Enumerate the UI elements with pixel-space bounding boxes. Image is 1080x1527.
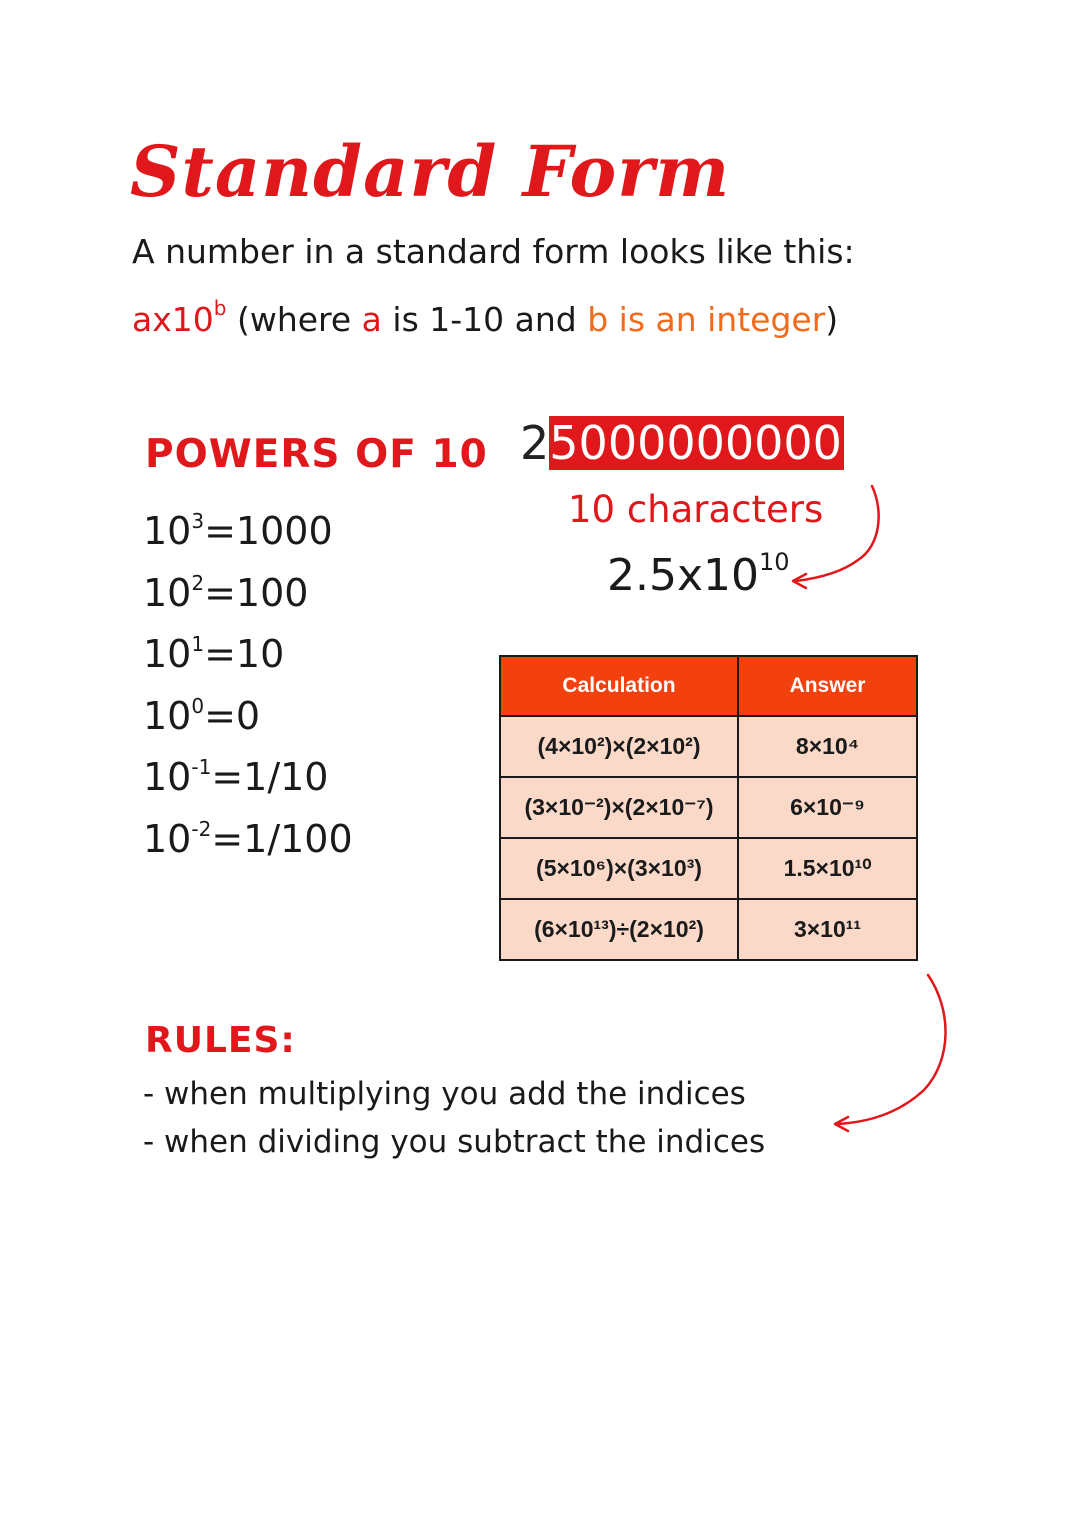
calc-cell: (3×10⁻²)×(2×10⁻⁷) (500, 777, 738, 838)
table-header-row (500, 656, 917, 716)
power-value: =1/100 (211, 816, 353, 861)
power-value: =1000 (204, 509, 333, 553)
power-value: =100 (204, 570, 309, 615)
calculation-table (499, 655, 918, 961)
rules-heading: RULES: (145, 1020, 296, 1061)
power-base: 10 (143, 632, 192, 676)
result-exponent: 10 (759, 548, 790, 576)
calc-cell: (5×10⁶)×(3×10³) (500, 838, 738, 899)
header-calculation: Calculation (500, 656, 738, 716)
answer-cell: 8×10⁴ (738, 716, 917, 777)
rule-item: - when multiplying you add the indices (143, 1076, 746, 1112)
power-exp: 0 (191, 693, 205, 718)
power-exp: 1 (191, 632, 205, 656)
power-item (143, 804, 353, 866)
power-value: =1/10 (211, 755, 329, 799)
table-row (500, 838, 917, 899)
formula-a: a (361, 300, 382, 339)
power-exp: -1 (191, 755, 212, 779)
power-item (143, 558, 353, 620)
answer-cell: 1.5×10¹⁰ (738, 838, 917, 899)
power-base: 10 (143, 816, 192, 861)
power-base: 10 (143, 509, 192, 553)
example-first-digit: 2 (520, 416, 550, 470)
power-base: 10 (143, 570, 192, 615)
header-answer: Answer (738, 656, 917, 716)
rules-arrow-icon (835, 975, 946, 1131)
standard-form-formula (132, 296, 838, 339)
formula-close: ) (825, 300, 839, 339)
power-value: =10 (204, 632, 285, 676)
power-item (143, 742, 353, 804)
power-base: 10 (143, 755, 192, 799)
power-item (143, 619, 353, 681)
rule-item: - when dividing you subtract the indices (143, 1124, 766, 1160)
characters-label: 10 characters (568, 488, 824, 531)
powers-heading: POWERS OF 10 (145, 432, 488, 477)
power-exp: 2 (191, 570, 205, 595)
formula-b: b (587, 300, 609, 339)
power-base: 10 (143, 693, 192, 738)
example-result (607, 548, 790, 601)
table-row (500, 899, 917, 960)
formula-exponent: b (213, 296, 227, 320)
table-row (500, 716, 917, 777)
example-highlighted-digits: 5000000000 (549, 416, 842, 470)
page-title: Standard Form (130, 130, 731, 213)
calc-cell: (4×10²)×(2×10²) (500, 716, 738, 777)
formula-open: (where (236, 300, 362, 339)
calc-cell: (6×10¹³)÷(2×10²) (500, 899, 738, 960)
example-number (520, 404, 844, 482)
power-exp: 3 (191, 509, 205, 533)
powers-list (143, 496, 353, 865)
formula-an: an integer (655, 300, 826, 339)
formula-base: ax10 (132, 300, 214, 339)
power-value: =0 (204, 693, 261, 738)
power-exp: -2 (191, 816, 212, 841)
answer-cell: 6×10⁻⁹ (738, 777, 917, 838)
result-base: 2.5x10 (607, 550, 760, 601)
power-item (143, 496, 353, 558)
table-row (500, 777, 917, 838)
answer-cell: 3×10¹¹ (738, 899, 917, 960)
formula-mid2: is (608, 300, 656, 339)
formula-mid1: is 1-10 and (381, 300, 588, 339)
intro-text: A number in a standard form looks like this: (132, 232, 855, 271)
power-item (143, 681, 353, 743)
